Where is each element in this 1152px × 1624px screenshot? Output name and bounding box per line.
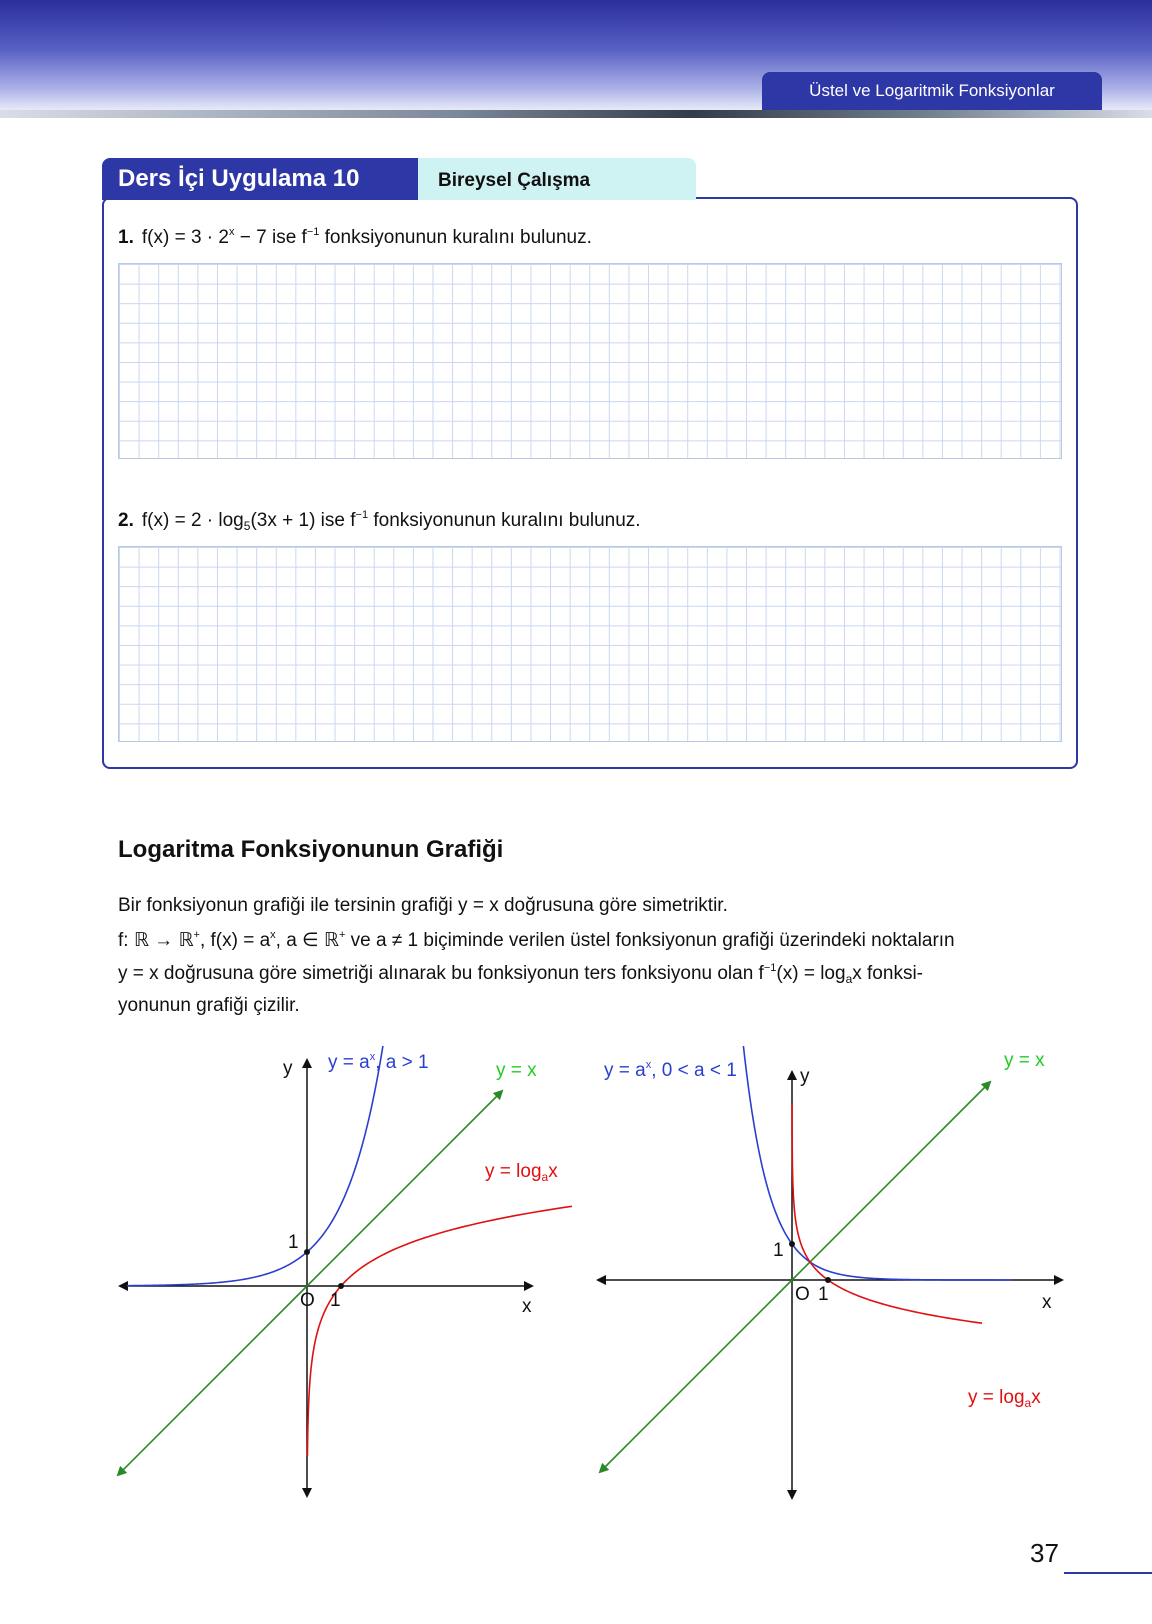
superscript: x: [270, 929, 276, 941]
graph-a-between-0-and-1: [594, 1046, 1074, 1506]
origin-label: O: [795, 1284, 810, 1305]
header-rule: [0, 110, 1152, 118]
subscript: a: [845, 972, 853, 986]
x-axis-label: x: [522, 1296, 532, 1317]
superscript: −1: [763, 962, 777, 974]
exponential-label: $y = a^x$, 0 < a < 1: [604, 1059, 737, 1081]
identity-label: y = x: [496, 1060, 537, 1081]
section-title: Logaritma Fonksiyonunun Grafiği: [118, 836, 504, 863]
text: x fonksi-: [852, 963, 923, 984]
y-axis-label: y: [283, 1058, 293, 1079]
question-text: (3x + 1) ise f: [250, 510, 356, 531]
identity-line-down: [118, 1286, 307, 1475]
question-number: 1.: [118, 227, 134, 248]
logarithm-label: $y = \log_ax$: [485, 1161, 558, 1184]
question-text: f(x) = 2 · log: [141, 510, 244, 531]
question-number: 2.: [118, 510, 134, 531]
page-rule: [1064, 1572, 1152, 1574]
point-0-1: [304, 1249, 310, 1255]
text: y = x doğrusuna göre simetriği alınarak bu fonksiyonun ters fonksiyonu olan f: [118, 963, 764, 984]
exponential-curve: [709, 1046, 1011, 1280]
identity-line-up: [792, 1082, 990, 1280]
superscript: +: [193, 929, 200, 941]
point-1-0: [338, 1283, 344, 1289]
tick-one-y: 1: [773, 1240, 784, 1261]
question-2: [118, 509, 641, 533]
logarithmic-curve: [307, 1199, 572, 1456]
practice-title: Ders İçi Uygulama 10: [102, 158, 420, 200]
exponential-label: $y = a^x$, a > 1: [328, 1051, 429, 1073]
identity-label: y = x: [1004, 1050, 1045, 1071]
identity-line-up: [307, 1091, 502, 1286]
text: ve a ≠ 1 biçiminde verilen üstel fonksiyonun grafiği üzerindeki noktaların: [345, 930, 955, 951]
page-number: 37: [1030, 1538, 1059, 1568]
point-1-0: [825, 1277, 831, 1283]
text: , f(x) = a: [199, 930, 271, 951]
point-0-1: [789, 1241, 795, 1247]
chapter-title: Üstel ve Logaritmik Fonksiyonlar: [762, 72, 1102, 110]
paragraph-line-3: [118, 962, 923, 986]
superscript: −1: [355, 509, 369, 521]
tick-one-y: 1: [288, 1232, 299, 1253]
text: (x) = log: [776, 963, 846, 984]
tick-one-x: 1: [330, 1290, 341, 1311]
question-text: f(x) = 3 · 2: [141, 227, 229, 248]
y-axis-label: y: [800, 1066, 810, 1087]
question-text: fonksiyonunun kuralını bulunuz.: [368, 510, 641, 531]
origin-label: O: [300, 1290, 315, 1311]
practice-subtitle: Bireysel Çalışma: [418, 158, 696, 200]
graph-a-greater-than-1: [112, 1046, 572, 1506]
tick-one-x: 1: [818, 1284, 829, 1305]
text: f: ℝ → ℝ: [118, 930, 194, 951]
paragraph-line-1: Bir fonksiyonun grafiği ile tersinin grafiği y = x doğrusuna göre simetriktir.: [118, 895, 728, 916]
paragraph-line-4: yonunun grafiği çizilir.: [118, 995, 300, 1016]
superscript: +: [338, 929, 346, 941]
x-axis-label: x: [1042, 1292, 1052, 1313]
superscript: −1: [306, 226, 320, 238]
subscript: 5: [243, 519, 251, 533]
question-text: fonksiyonunun kuralını bulunuz.: [319, 227, 592, 248]
answer-grid-2[interactable]: [118, 546, 1062, 742]
superscript: x: [228, 226, 235, 238]
question-text: − 7 ise f: [234, 227, 307, 248]
exponential-curve: [127, 1046, 391, 1286]
identity-line-down: [600, 1280, 792, 1472]
answer-grid-1[interactable]: [118, 263, 1062, 459]
logarithm-label: $y = \log_ax$: [968, 1387, 1041, 1410]
question-1: [118, 226, 592, 249]
paragraph-line-2: [118, 929, 955, 952]
text: , a ∈ ℝ: [275, 930, 339, 951]
